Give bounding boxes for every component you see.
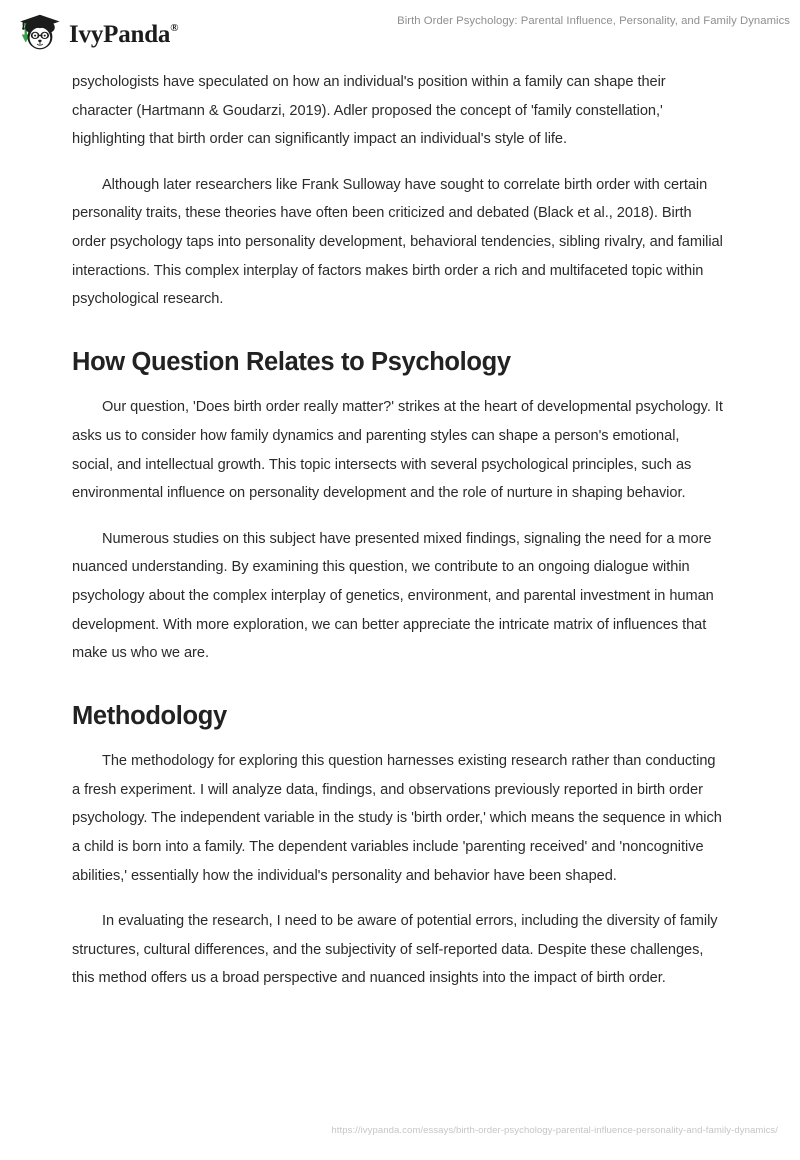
body-paragraph: Numerous studies on this subject have presented mixed findings, signaling the need for a more nuanced understanding. By examining this question, we contribute to an ongoing dialogue within psychology about the complex interplay of genetics, environment, and parental investment in human development. With more exploration, we can better appreciate the intricate matrix of influences that make us who we are. — [72, 530, 714, 662]
body-paragraph: In evaluating the research, I need to be aware of potential errors, including the diversity of family structures, cultural differences, and the subjectivity of self-reported data. Despite these challenges, this method offers us a broad perspective and nuanced insights into the impact of birth order. — [72, 913, 718, 987]
document-body — [72, 68, 723, 993]
body-paragraph: Although later researchers like Frank Sulloway have sought to correlate birth order with certain personality traits, these theories have often been criticized and debated (Black et al., 2018). Birth order psychology taps into personality development, behavioral tendencies, sibling rivalry, and familial interactions. This complex interplay of factors makes birth order a rich and multifaceted topic within psychological research. — [72, 176, 723, 308]
brand-wordmark — [69, 22, 178, 47]
section-heading: How Question Relates to Psychology — [72, 347, 511, 376]
section-heading: Methodology — [72, 701, 227, 730]
page-header-title: Birth Order Psychology: Parental Influence, Personality, and Family Dynamics — [397, 15, 790, 27]
brand-name-text: IvyPanda — [69, 20, 171, 48]
body-paragraph: psychologists have speculated on how an individual's position within a family can shape their character (Hartmann & Goudarzi, 2019). Adler proposed the concept of 'family constellation,' highlighting that birth order can significantly impact an individual's style of life. — [72, 74, 666, 148]
page-footer — [0, 1120, 800, 1138]
source-url-link[interactable]: https://ivypanda.com/essays/birth-order-psychology-parental-influence-personality-and-family-dynamics/ — [331, 1125, 778, 1136]
body-paragraph: Our question, 'Does birth order really matter?' strikes at the heart of developmental psychology. It asks us to consider how family dynamics and parenting styles can shape a person's emotional, social, and intellectual growth. This topic intersects with several psychological principles, such as environmental influence on personality development and the role of nurture in shaping behavior. — [72, 399, 723, 502]
page-header — [0, 0, 800, 62]
panda-graduate-logo-icon — [14, 9, 62, 57]
registered-trademark-symbol: ® — [170, 22, 179, 35]
brand-logo-link[interactable] — [14, 9, 178, 57]
body-paragraph: The methodology for exploring this question harnesses existing research rather than conducting a fresh experiment. I will analyze data, findings, and observations previously reported in birth order psychology. The independent variable in the study is 'birth order,' which means the sequence in which a child is born into a family. The dependent variables include 'parenting received' and 'noncognitive abilities,' essentially how the individual's personality and behavior have been shaped. — [72, 753, 722, 884]
